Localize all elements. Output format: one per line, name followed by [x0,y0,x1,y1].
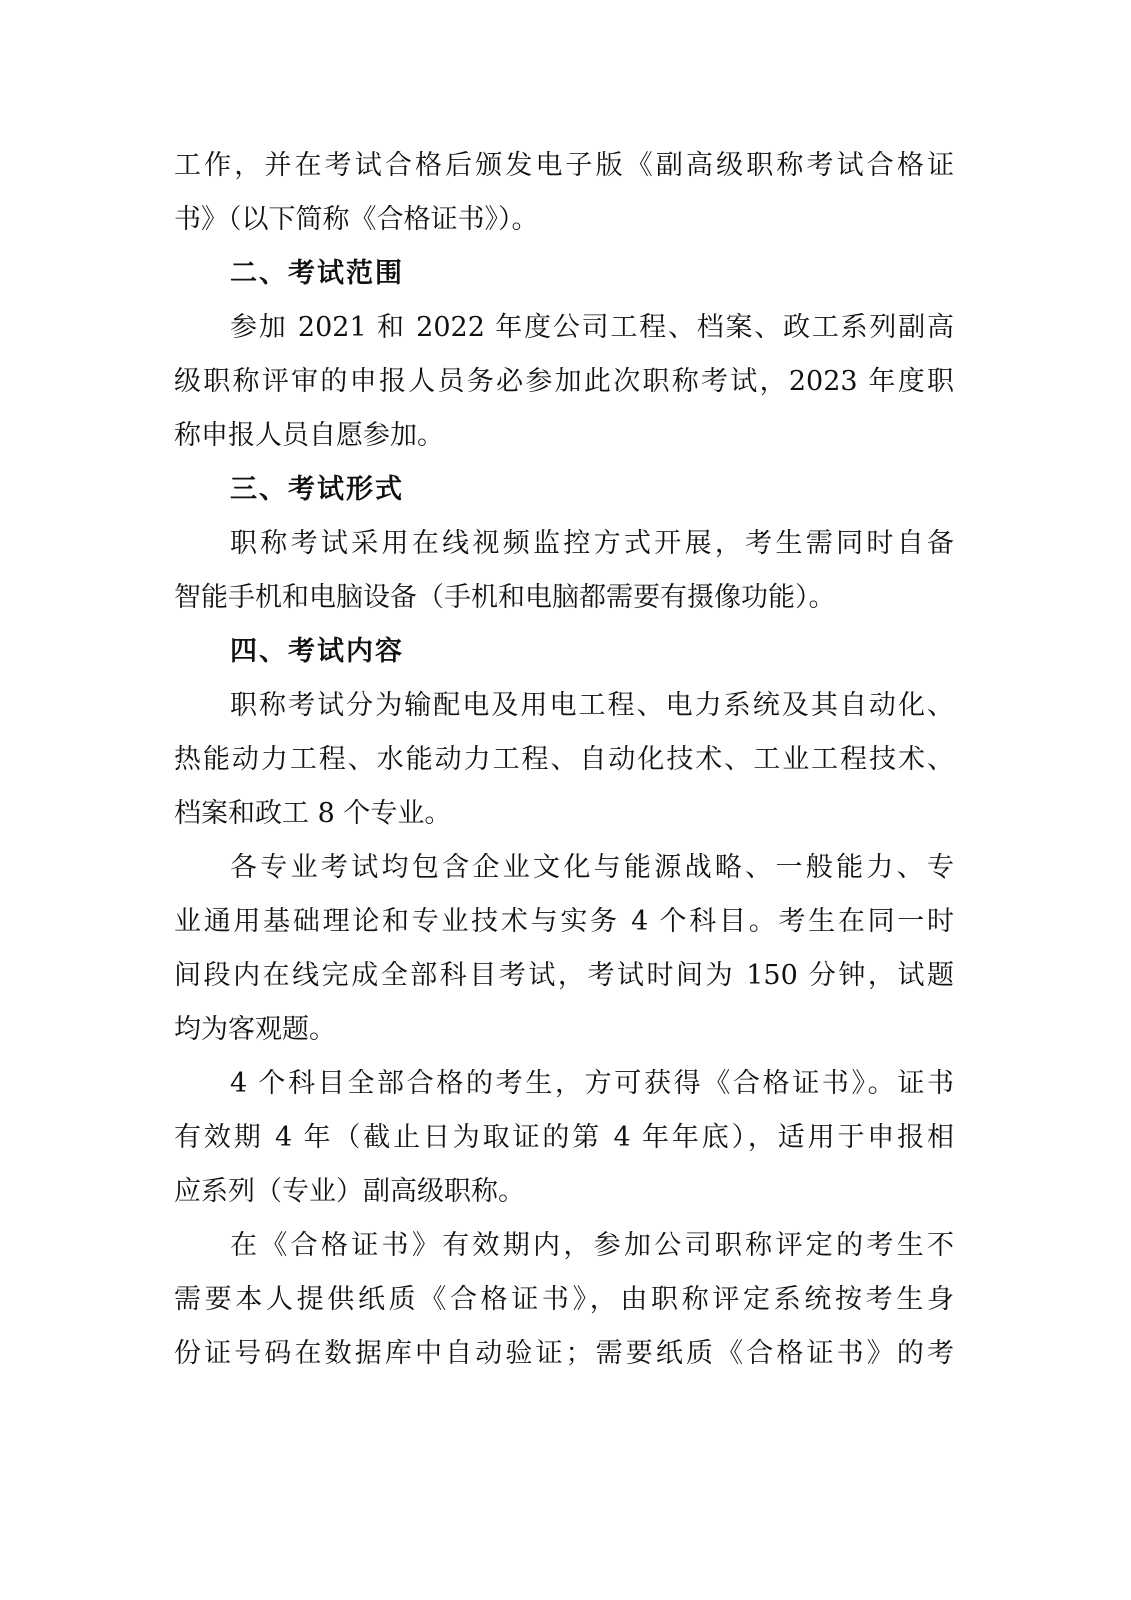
text-line: 级职称评审的申报人员务必参加此次职称考试，2023 年度职 [174,366,954,397]
paragraph-verification [174,1219,954,1381]
section-heading-scope: 二、考试范围 [230,258,404,289]
section-heading-content: 四、考试内容 [230,636,404,667]
text-line: 热能动力工程、水能动力工程、自动化技术、工业工程技术、 [174,744,954,775]
text-line: 需要本人提供纸质《合格证书》，由职称评定系统按考生身 [174,1284,954,1315]
section-heading-format: 三、考试形式 [230,474,404,505]
document-body [174,139,954,1381]
text-line: 职称考试采用在线视频监控方式开展，考生需同时自备 [230,528,954,559]
text-line: 智能手机和电脑设备（手机和电脑都需要有摄像功能）。 [174,582,836,613]
text-line: 份证号码在数据库中自动验证；需要纸质《合格证书》的考 [174,1338,954,1369]
text-line: 有效期 4 年（截止日为取证的第 4 年年底），适用于申报相 [174,1122,954,1153]
text-line: 间段内在线完成全部科目考试，考试时间为 150 分钟，试题 [174,960,954,991]
text-line: 参加 2021 和 2022 年度公司工程、档案、政工系列副高 [230,312,954,343]
paragraph-intro [174,139,954,247]
text-line: 称申报人员自愿参加。 [174,420,444,451]
text-line: 4 个科目全部合格的考生，方可获得《合格证书》。证书 [230,1068,954,1099]
text-line: 在《合格证书》有效期内，参加公司职称评定的考生不 [230,1230,954,1261]
text-line: 档案和政工 8 个专业。 [174,798,452,829]
paragraph-format [174,517,954,625]
paragraph-majors [174,679,954,841]
paragraph-certificate [174,1057,954,1219]
text-line: 工作，并在考试合格后颁发电子版《副高级职称考试合格证 [174,150,954,181]
paragraph-subjects [174,841,954,1057]
text-line: 各专业考试均包含企业文化与能源战略、一般能力、专 [230,852,954,883]
paragraph-scope [174,301,954,463]
text-line: 职称考试分为输配电及用电工程、电力系统及其自动化、 [230,690,954,721]
text-line: 书》（以下简称《合格证书》）。 [174,204,539,235]
text-line: 业通用基础理论和专业技术与实务 4 个科目。考生在同一时 [174,906,954,937]
text-line: 应系列（专业）副高级职称。 [174,1176,525,1207]
text-line: 均为客观题。 [174,1014,336,1045]
